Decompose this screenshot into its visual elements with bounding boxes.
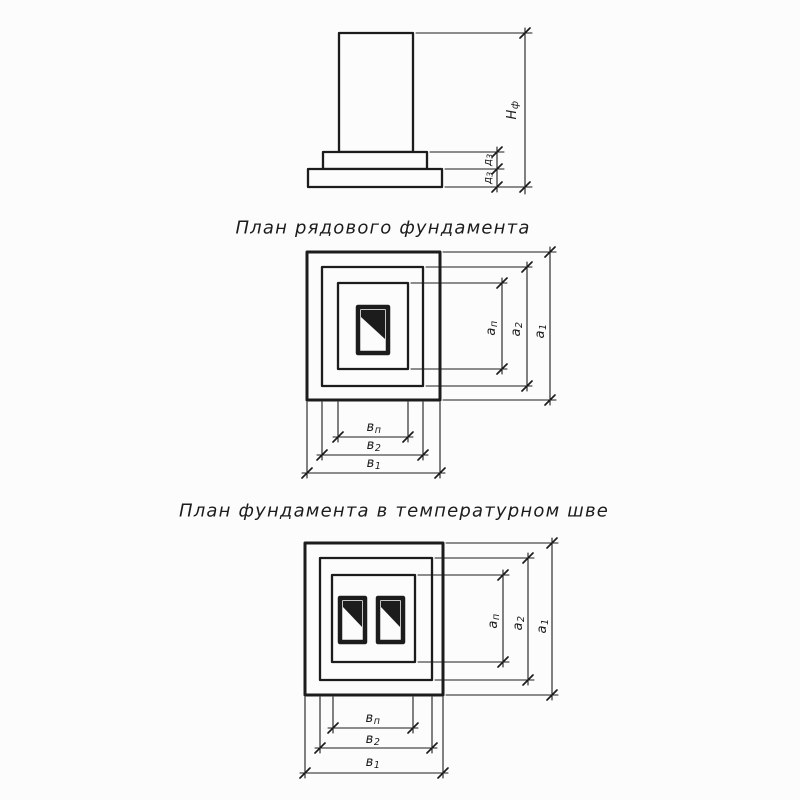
- plan2-dim-b-p: вп: [365, 711, 381, 727]
- elevation-view: [308, 33, 442, 187]
- elevation-step-lower-dim-label: д3: [481, 171, 495, 185]
- plan1-dim-a-1: а1: [533, 323, 549, 339]
- plan1-dim-a-2: а2: [509, 321, 525, 337]
- foundation-step-lower: [308, 169, 442, 187]
- plan2-dim-a-2: а2: [511, 615, 527, 631]
- plan2-dim-a-p: ап: [486, 613, 502, 629]
- plan2-dim-b-2: в2: [365, 732, 381, 748]
- column-shaft: [339, 33, 413, 152]
- plan1-dim-b-p: вп: [366, 420, 382, 436]
- plan1-dim-b-2: в2: [366, 438, 382, 454]
- plan-ordinary-foundation: [307, 252, 440, 400]
- elevation-height-dim-label: Нф: [505, 100, 521, 120]
- plan1-dim-b-1: в1: [366, 456, 382, 472]
- plan-expansion-joint-foundation: [305, 543, 443, 695]
- plan1-dim-a-p: ап: [484, 320, 500, 336]
- elevation-step-upper-dim-label: д3: [481, 153, 495, 167]
- plan2-dim-a-1: а1: [535, 618, 551, 634]
- plan-ordinary-title: План рядового фундамента: [235, 217, 531, 239]
- foundation-step-upper: [323, 152, 427, 169]
- plan2-dim-b-1: в1: [365, 755, 381, 771]
- plan-expansion-joint-title: План фундамента в температурном шве: [178, 500, 610, 522]
